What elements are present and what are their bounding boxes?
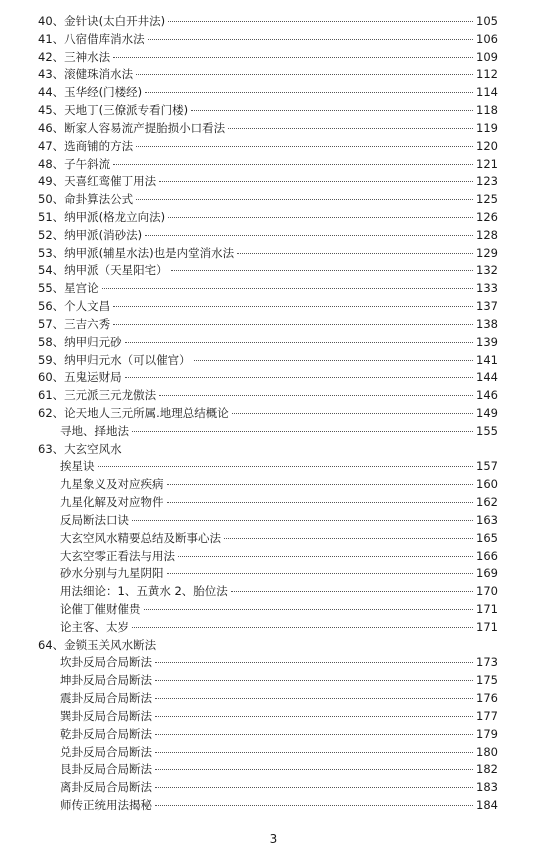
toc-entry-title: 反局断法口诀: [60, 513, 129, 527]
toc-entry-title: 九星化解及对应物件: [60, 495, 164, 509]
toc-entry: [60, 422, 498, 440]
toc-entry-number: 56、: [38, 299, 65, 313]
dot-leader: [159, 181, 473, 182]
toc-entry-page: 112: [476, 67, 498, 81]
toc-entry-page: 162: [476, 495, 498, 509]
toc-entry-page: 105: [476, 14, 498, 28]
toc-entry-title: 纳甲派(辅星水法)也是内堂消水法: [64, 246, 235, 260]
dot-leader: [155, 787, 473, 788]
dot-leader: [171, 270, 473, 271]
toc-entry-title: 乾卦反局合局断法: [60, 727, 152, 741]
dot-leader: [102, 288, 473, 289]
toc-entry-number: 60、: [38, 370, 65, 384]
toc-entry: [38, 261, 498, 279]
toc-entry: [38, 190, 498, 208]
toc-entry: [60, 707, 498, 725]
dot-leader: [132, 627, 473, 628]
dot-leader: [113, 306, 473, 307]
toc-entry: [38, 12, 498, 30]
toc-entry-title: 师传正统用法揭秘: [60, 798, 152, 812]
toc-entry-page: 120: [476, 139, 498, 153]
toc-entry: [38, 351, 498, 369]
dot-leader: [167, 502, 474, 503]
toc-entry-number: 44、: [38, 85, 65, 99]
toc-entry: [38, 30, 498, 48]
toc-entry-page: 137: [476, 299, 498, 313]
toc-entry-title: 论主客、太岁: [60, 620, 129, 634]
toc-entry: [60, 564, 498, 582]
dot-leader: [155, 752, 473, 753]
toc-entry-number: 45、: [38, 103, 65, 117]
toc-entry-title: 大玄空风水: [64, 442, 122, 456]
toc-entry: [38, 404, 498, 422]
toc-entry: [60, 796, 498, 814]
toc-entry-title: 挨星诀: [60, 459, 95, 473]
toc-entry-title: 选商铺的方法: [64, 139, 134, 153]
toc-entry-title: 坤卦反局合局断法: [60, 673, 152, 687]
toc-entry-title: 大玄空风水精要总结及断事心法: [60, 531, 221, 545]
toc-entry-page: 155: [476, 424, 498, 438]
toc-entry-page: 144: [476, 370, 498, 384]
toc-entry-title: 八宿借库消水法: [64, 32, 145, 46]
toc-entry: [38, 119, 498, 137]
toc-entry-page: 125: [476, 192, 498, 206]
dot-leader: [145, 92, 473, 93]
toc-entry-title: 寻地、择地法: [60, 424, 129, 438]
toc-entry: [38, 244, 498, 262]
toc-entry-page: 132: [476, 263, 498, 277]
toc-entry: [38, 172, 498, 190]
toc-entry-title: 纳甲归元砂: [64, 335, 122, 349]
toc-entry-page: 171: [476, 620, 498, 634]
toc-entry-title: 天地丁(三僚派专看门楼): [64, 103, 189, 117]
dot-leader: [145, 235, 473, 236]
dot-leader: [155, 662, 473, 663]
toc-entry: [38, 65, 498, 83]
toc-entry-number: 55、: [38, 281, 65, 295]
toc-entry-title: 金针诀(太白开井法): [64, 14, 166, 28]
toc-entry: [38, 208, 498, 226]
toc-entry-title: 三吉六秀: [64, 317, 111, 331]
dot-leader: [155, 680, 473, 681]
dot-leader: [113, 324, 473, 325]
toc-entry: [38, 440, 498, 458]
toc-entry: [60, 600, 498, 618]
toc-entry-page: 165: [476, 531, 498, 545]
toc-entry: [60, 671, 498, 689]
toc-entry: [38, 368, 498, 386]
toc-entry-title: 纳甲归元水（可以催官）: [64, 353, 191, 367]
dot-leader: [167, 573, 474, 574]
toc-entry-title: 滚健珠消水法: [64, 67, 134, 81]
toc-entry-page: 149: [476, 406, 498, 420]
dot-leader: [132, 431, 473, 432]
toc-entry-number: 53、: [38, 246, 65, 260]
toc-entry-title: 九星象义及对应疾病: [60, 477, 164, 491]
dot-leader: [155, 805, 473, 806]
toc-entry-title: 离卦反局合局断法: [60, 780, 152, 794]
toc-entry-page: 141: [476, 353, 498, 367]
toc-entry-number: 42、: [38, 50, 65, 64]
toc-entry-number: 63、: [38, 442, 65, 456]
dot-leader: [136, 74, 473, 75]
toc-entry-page: 129: [476, 246, 498, 260]
toc-entry: [38, 297, 498, 315]
toc-entry-number: 61、: [38, 388, 65, 402]
toc-entry-title: 断家人容易流产提胎损小口看法: [64, 121, 226, 135]
toc-entry-number: 43、: [38, 67, 65, 81]
toc-entry-title: 星宫论: [64, 281, 99, 295]
toc-entry-page: 182: [476, 762, 498, 776]
toc-entry: [38, 226, 498, 244]
toc-entry-title: 个人文昌: [64, 299, 111, 313]
dot-leader: [168, 21, 473, 22]
dot-leader: [144, 609, 474, 610]
toc-entry-title: 艮卦反局合局断法: [60, 762, 152, 776]
toc-entry-number: 48、: [38, 157, 65, 171]
dot-leader: [125, 377, 473, 378]
toc-entry-number: 52、: [38, 228, 65, 242]
toc-entry-title: 砂水分别与九星阴阳: [60, 566, 164, 580]
dot-leader: [113, 57, 473, 58]
toc-entry-number: 59、: [38, 353, 65, 367]
toc-entry: [60, 689, 498, 707]
toc-entry-number: 64、: [38, 638, 65, 652]
toc-entry-page: 176: [476, 691, 498, 705]
toc-entry-number: 40、: [38, 14, 65, 28]
toc-entry-number: 47、: [38, 139, 65, 153]
toc-entry-title: 兑卦反局合局断法: [60, 745, 152, 759]
toc-entry-number: 41、: [38, 32, 65, 46]
toc-entry-page: 163: [476, 513, 498, 527]
dot-leader: [159, 395, 473, 396]
toc-entry-title: 大玄空零正看法与用法: [60, 549, 175, 563]
toc-entry-page: 146: [476, 388, 498, 402]
toc-entry-title: 五鬼运财局: [64, 370, 122, 384]
toc-entry: [60, 529, 498, 547]
toc-entry-page: 157: [476, 459, 498, 473]
toc-entry-page: 119: [476, 121, 498, 135]
toc-entry: [38, 155, 498, 173]
dot-leader: [125, 342, 473, 343]
toc-entry-page: 121: [476, 157, 498, 171]
toc-entry: [60, 475, 498, 493]
toc-entry-title: 纳甲派(消砂法): [64, 228, 143, 242]
dot-leader: [232, 413, 473, 414]
toc-entry: [60, 547, 498, 565]
dot-leader: [113, 164, 473, 165]
toc-entry-number: 46、: [38, 121, 65, 135]
toc-entry-title: 用法细论：1、五黄水 2、胎位法: [60, 584, 228, 598]
toc-entry-page: 184: [476, 798, 498, 812]
toc-entry-title: 子午斜流: [64, 157, 111, 171]
dot-leader: [136, 146, 473, 147]
toc-entry-title: 纳甲派(格龙立向法): [64, 210, 166, 224]
toc-entry-page: 139: [476, 335, 498, 349]
page-number: 3: [269, 832, 278, 846]
toc-entry: [38, 636, 498, 654]
toc-entry-title: 论催丁催财催贵: [60, 602, 141, 616]
toc-entry-page: 175: [476, 673, 498, 687]
toc-entry-page: 177: [476, 709, 498, 723]
toc-entry: [38, 279, 498, 297]
toc-entry-title: 玉华经(门楼经): [64, 85, 143, 99]
toc-entry-page: 169: [476, 566, 498, 580]
toc-entry: [38, 83, 498, 101]
toc-entry-title: 三神水法: [64, 50, 111, 64]
toc-entry-title: 纳甲派（天星阳宅）: [64, 263, 168, 277]
dot-leader: [237, 253, 473, 254]
toc-entry-title: 命卦算法公式: [64, 192, 134, 206]
toc-entry-number: 51、: [38, 210, 65, 224]
toc-entry-number: 58、: [38, 335, 65, 349]
toc-entry-title: 金锁玉关风水断法: [64, 638, 157, 652]
toc-entry-title: 巽卦反局合局断法: [60, 709, 152, 723]
toc-entry: [60, 582, 498, 600]
dot-leader: [224, 538, 473, 539]
toc-entry-number: 57、: [38, 317, 65, 331]
toc-entry-page: 118: [476, 103, 498, 117]
toc-entry-number: 54、: [38, 263, 65, 277]
dot-leader: [155, 769, 473, 770]
toc-entry: [60, 457, 498, 475]
dot-leader: [191, 110, 473, 111]
dot-leader: [155, 698, 473, 699]
dot-leader: [155, 734, 473, 735]
dot-leader: [136, 199, 473, 200]
toc-entry-page: 114: [476, 85, 498, 99]
toc-entry-page: 180: [476, 745, 498, 759]
dot-leader: [194, 360, 473, 361]
dot-leader: [98, 466, 474, 467]
toc-entry: [38, 386, 498, 404]
dot-leader: [178, 556, 473, 557]
toc-entry-number: 62、: [38, 406, 65, 420]
toc-entry: [60, 760, 498, 778]
toc-entry: [60, 653, 498, 671]
toc-entry: [38, 333, 498, 351]
toc-entry-page: 173: [476, 655, 498, 669]
toc-entry: [38, 137, 498, 155]
toc-entry-page: 128: [476, 228, 498, 242]
toc-entry-page: 106: [476, 32, 498, 46]
toc-entry-number: 49、: [38, 174, 65, 188]
toc-entry-title: 论天地人三元所属.地理总结概论: [64, 406, 229, 420]
toc-entry-page: 123: [476, 174, 498, 188]
dot-leader: [148, 39, 473, 40]
toc-entry-page: 138: [476, 317, 498, 331]
toc-entry: [60, 743, 498, 761]
toc-entry-page: 170: [476, 584, 498, 598]
toc-entry: [60, 725, 498, 743]
toc-entry-title: 天喜红鸾催丁用法: [64, 174, 157, 188]
toc-entry-title: 震卦反局合局断法: [60, 691, 152, 705]
toc-entry-page: 179: [476, 727, 498, 741]
toc-entry: [38, 315, 498, 333]
toc-entry-title: 坎卦反局合局断法: [60, 655, 152, 669]
toc-entry-page: 126: [476, 210, 498, 224]
toc-entry-page: 133: [476, 281, 498, 295]
toc-entry: [60, 493, 498, 511]
toc-entry-title: 三元派三元龙傲法: [64, 388, 157, 402]
toc-entry: [38, 101, 498, 119]
toc-entry-page: 183: [476, 780, 498, 794]
dot-leader: [231, 591, 473, 592]
dot-leader: [167, 484, 474, 485]
dot-leader: [132, 520, 473, 521]
toc-entry-page: 166: [476, 549, 498, 563]
toc-entry: [60, 778, 498, 796]
dot-leader: [155, 716, 473, 717]
toc-entry-number: 50、: [38, 192, 65, 206]
dot-leader: [168, 217, 473, 218]
toc-entry-page: 109: [476, 50, 498, 64]
toc-entry: [60, 618, 498, 636]
toc-entry-page: 160: [476, 477, 498, 491]
toc-entry-page: 171: [476, 602, 498, 616]
toc-entry: [38, 48, 498, 66]
toc-entry: [60, 511, 498, 529]
dot-leader: [228, 128, 473, 129]
